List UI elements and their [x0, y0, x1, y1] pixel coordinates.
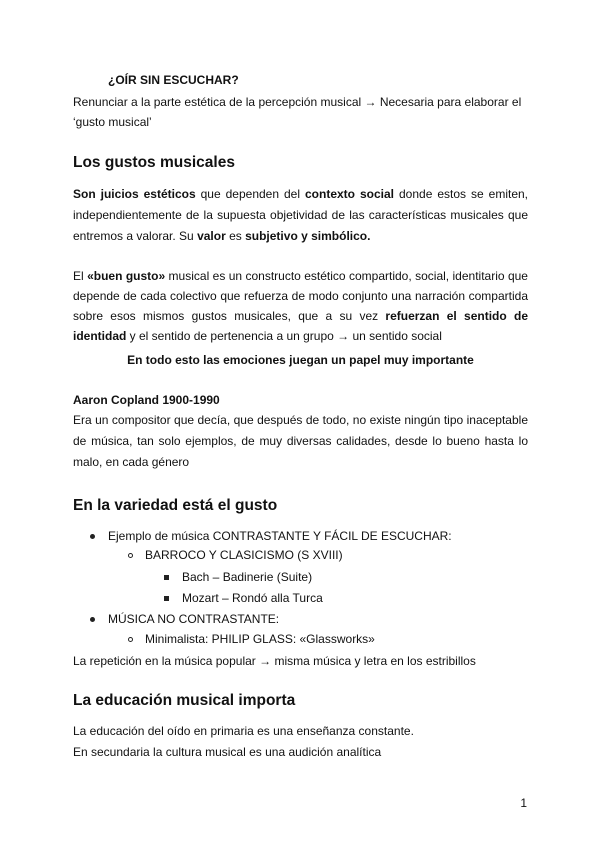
bold-span: «buen gusto» [87, 269, 166, 283]
bullet-dot-icon [90, 617, 95, 622]
text-span: es [225, 229, 246, 243]
heading-gustos-musicales: Los gustos musicales [73, 154, 235, 171]
bold-span: refuerzan el sentido de identidad [73, 309, 528, 343]
heading-educacion-musical: La educación musical importa [73, 692, 296, 709]
text-span: que dependen del [195, 187, 305, 201]
copland-text: Era un compositor que decía, que después de todo, no existe ningún tipo inaceptable de música, tan solo ejemplos, de muy diversas calidades, desde lo bueno hasta lo malo, en cada género [73, 413, 528, 469]
bullet-square-icon [164, 596, 169, 601]
bold-span: subjetivo y simbólico. [245, 229, 371, 243]
education-line-secundaria: En secundaria la cultura musical es una audición analítica [73, 745, 382, 759]
bullet-circle-icon [128, 637, 133, 642]
bullet-circle-icon [128, 553, 133, 558]
bold-span: Son juicios estéticos [73, 187, 196, 201]
list-item-mozart: Mozart – Rondó alla Turca [182, 591, 323, 605]
list-item-no-contrastante: MÚSICA NO CONTRASTANTE: [108, 612, 280, 626]
page-number: 1 [520, 796, 527, 810]
bullet-dot-icon [90, 534, 95, 539]
text-span: donde estos se emiten, independientemente de la supuesta objetividad de las características musicales que entremos a valorar. Su [73, 187, 529, 243]
paragraph-buen-gusto [73, 266, 528, 346]
text-span: musical es un constructo estético compartido, social, identitario que depende de cada colectivo que refuerza de modo conjunto una narración compartida sobre esos mismos gustos musicales, que a su vez [73, 269, 528, 323]
list-item-bach: Bach – Badinerie (Suite) [182, 570, 313, 584]
repetition-text: La repetición en la música popular → misma música y letra en los estribillos [73, 654, 476, 668]
list-item-barroco: BARROCO Y CLASICISMO (S XVIII) [145, 548, 343, 562]
list-item-contrastante: Ejemplo de música CONTRASTANTE Y FÁCIL DE ESCUCHAR: [108, 529, 452, 543]
intro-text: Renunciar a la parte estética de la percepción musical → Necesaria para elaborar el ‘gusto musical’ [73, 95, 522, 129]
heading-variedad: En la variedad está el gusto [73, 497, 278, 514]
emotions-statement: En todo esto las emociones juegan un papel muy importante [127, 353, 474, 367]
bullet-square-icon [164, 575, 169, 580]
education-line-primaria: La educación del oído en primaria es una enseñanza constante. [73, 724, 414, 738]
bold-span: valor [197, 229, 226, 243]
text-span: y el sentido de pertenencia a un grupo → un sentido social [126, 329, 442, 343]
bold-span: contexto social [305, 187, 395, 201]
text-span: El [73, 269, 88, 283]
copland-heading: Aaron Copland 1900-1990 [73, 393, 220, 407]
paragraph-juicios-esteticos [73, 184, 528, 247]
title-question: ¿OÍR SIN ESCUCHAR? [108, 73, 239, 87]
list-item-minimalista: Minimalista: PHILIP GLASS: «Glassworks» [145, 632, 375, 646]
